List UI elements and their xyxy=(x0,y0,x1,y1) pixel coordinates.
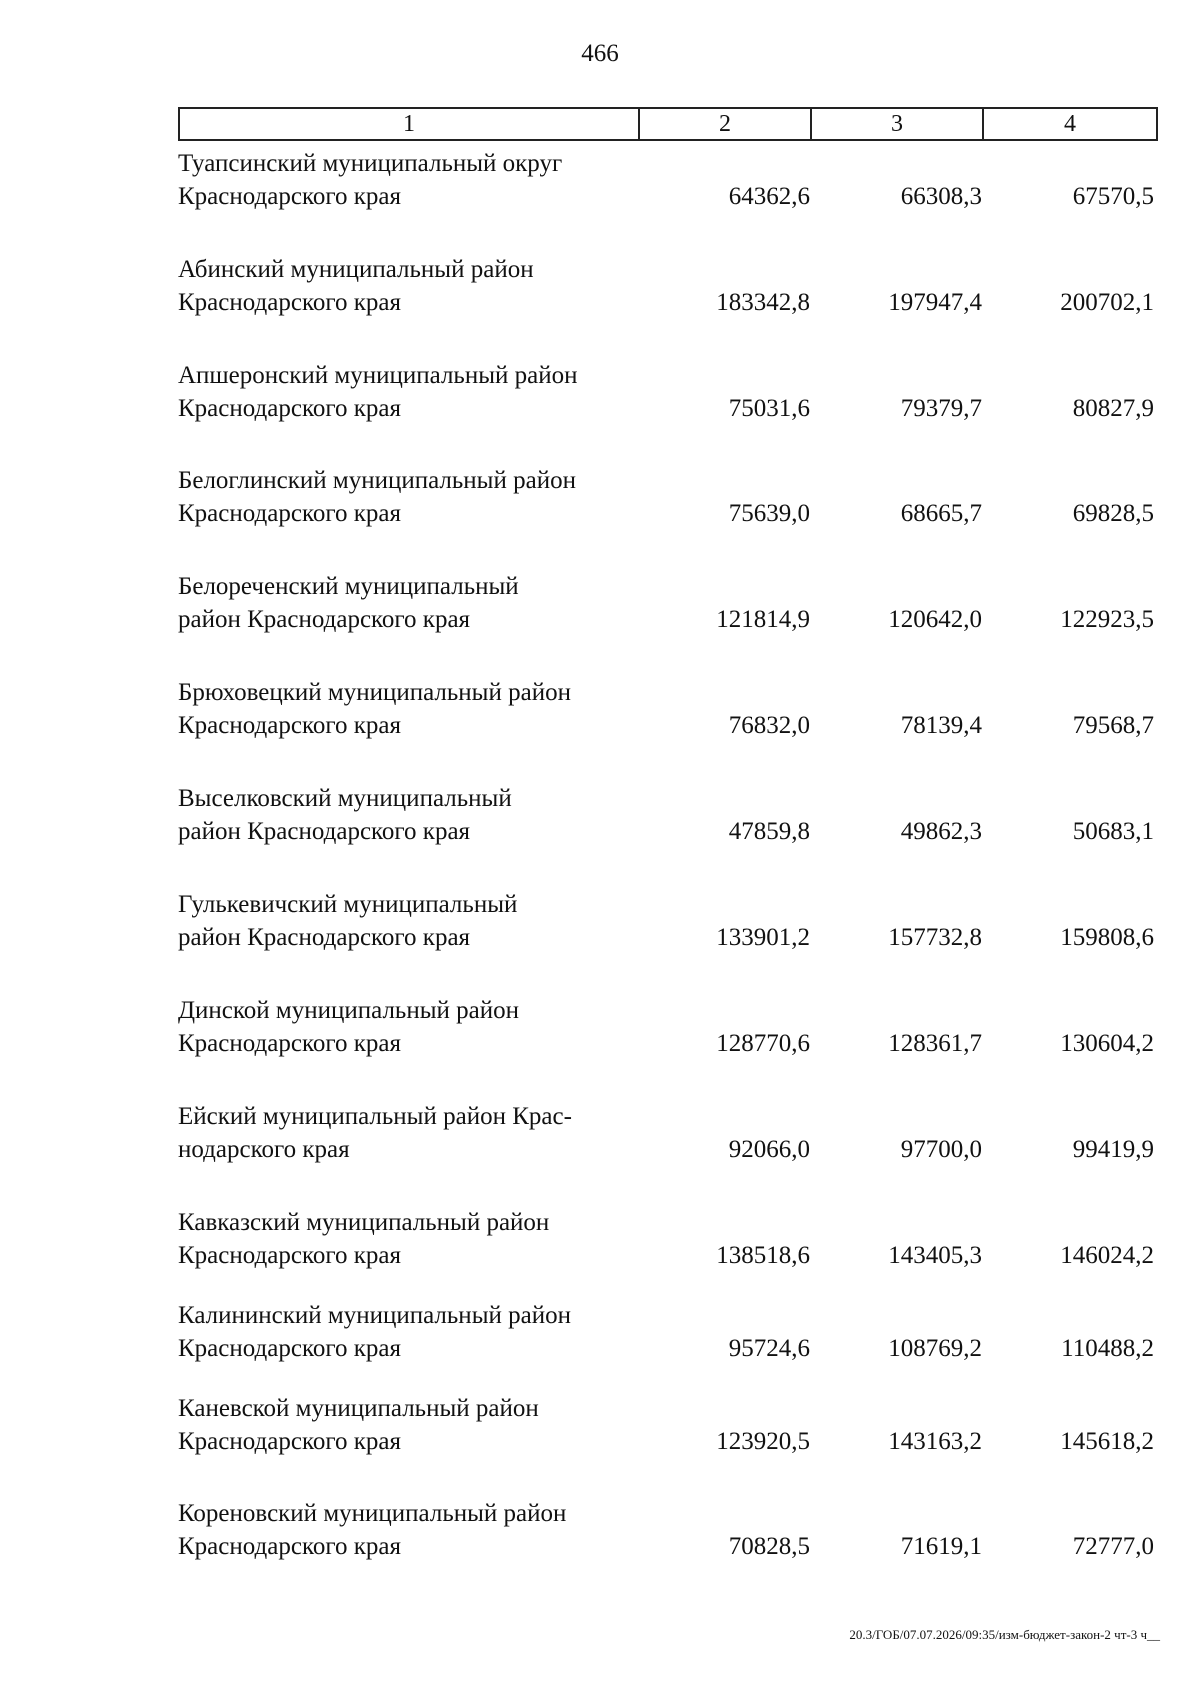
value-col-3: 78139,4 xyxy=(900,712,982,739)
table-row xyxy=(178,994,1156,1060)
value-col-4: 80827,9 xyxy=(1072,395,1154,422)
value-col-2: 75639,0 xyxy=(728,500,810,527)
column-header-2: 2 xyxy=(639,108,811,140)
value-col-2: 70828,5 xyxy=(728,1533,810,1560)
table-row xyxy=(178,464,1156,530)
value-col-2: 47859,8 xyxy=(728,818,810,845)
value-col-4: 69828,5 xyxy=(1072,500,1154,527)
municipality-name: Ейский муниципальный район Крас- нодарского края xyxy=(178,1103,572,1163)
document-footer-code: 20.3/ГОБ/07.07.2026/09:35/изм-бюджет-закон-2 чт-3 ч__ xyxy=(849,1627,1160,1642)
value-col-2: 92066,0 xyxy=(728,1136,810,1163)
municipality-name: Туапсинский муниципальный округ Краснодарского края xyxy=(178,150,563,210)
municipality-name: Гулькевичский муниципальный район Краснодарского края xyxy=(178,891,518,951)
value-col-3: 97700,0 xyxy=(900,1136,982,1163)
table-row xyxy=(178,147,1156,213)
municipality-name: Белореченский муниципальный район Краснодарского края xyxy=(178,573,519,633)
value-col-2: 121814,9 xyxy=(716,606,810,633)
value-col-3: 157732,8 xyxy=(888,924,982,951)
value-col-3: 197947,4 xyxy=(888,289,982,316)
value-col-3: 143163,2 xyxy=(888,1428,982,1455)
value-col-3: 128361,7 xyxy=(888,1030,982,1057)
value-col-3: 79379,7 xyxy=(900,395,982,422)
value-col-4: 145618,2 xyxy=(1060,1428,1154,1455)
value-col-4: 72777,0 xyxy=(1072,1533,1154,1560)
table-row xyxy=(178,570,1156,636)
value-col-2: 128770,6 xyxy=(716,1030,810,1057)
value-col-4: 110488,2 xyxy=(1061,1335,1154,1362)
value-col-2: 183342,8 xyxy=(716,289,810,316)
table-row xyxy=(178,676,1156,742)
value-col-2: 123920,5 xyxy=(716,1428,810,1455)
value-col-2: 138518,6 xyxy=(716,1242,810,1269)
value-col-4: 146024,2 xyxy=(1060,1242,1154,1269)
municipality-name: Динской муниципальный район Краснодарского края xyxy=(178,997,519,1057)
table-row xyxy=(178,253,1156,319)
value-col-3: 66308,3 xyxy=(900,183,982,210)
municipality-name: Калининский муниципальный район Краснодарского края xyxy=(178,1302,571,1362)
municipality-name: Кавказский муниципальный район Краснодарского края xyxy=(178,1209,550,1269)
value-col-3: 143405,3 xyxy=(888,1242,982,1269)
column-header-table xyxy=(178,107,1158,141)
municipality-name: Кореновский муниципальный район Краснодарского края xyxy=(178,1500,567,1560)
value-col-4: 50683,1 xyxy=(1072,818,1154,845)
value-col-3: 120642,0 xyxy=(888,606,982,633)
municipality-name: Апшеронский муниципальный район Краснодарского края xyxy=(178,362,578,422)
table-row xyxy=(178,1206,1156,1272)
municipality-name: Выселковский муниципальный район Краснодарского края xyxy=(178,785,512,845)
column-header-4: 4 xyxy=(983,108,1157,140)
value-col-4: 130604,2 xyxy=(1060,1030,1154,1057)
municipality-name: Каневской муниципальный район Краснодарского края xyxy=(178,1395,539,1455)
municipality-name: Брюховецкий муниципальный район Краснодарского края xyxy=(178,679,571,739)
page-number: 466 xyxy=(581,40,619,67)
table-row xyxy=(178,1100,1156,1166)
value-col-2: 64362,6 xyxy=(728,183,810,210)
value-col-2: 95724,6 xyxy=(728,1335,810,1362)
value-col-4: 79568,7 xyxy=(1072,712,1154,739)
column-header-3: 3 xyxy=(811,108,983,140)
value-col-4: 122923,5 xyxy=(1060,606,1154,633)
value-col-2: 133901,2 xyxy=(716,924,810,951)
value-col-4: 99419,9 xyxy=(1072,1136,1154,1163)
table-row xyxy=(178,359,1156,425)
table-row xyxy=(178,782,1156,848)
table-row xyxy=(178,1299,1156,1365)
table-row xyxy=(178,1497,1156,1563)
value-col-2: 75031,6 xyxy=(728,395,810,422)
value-col-4: 200702,1 xyxy=(1060,289,1154,316)
column-header-1: 1 xyxy=(179,108,639,140)
municipality-name: Белоглинский муниципальный район Краснодарского края xyxy=(178,467,576,527)
table-row xyxy=(178,1392,1156,1458)
value-col-4: 159808,6 xyxy=(1060,924,1154,951)
value-col-3: 49862,3 xyxy=(900,818,982,845)
value-col-3: 68665,7 xyxy=(900,500,982,527)
municipality-name: Абинский муниципальный район Краснодарского края xyxy=(178,256,534,316)
value-col-3: 108769,2 xyxy=(888,1335,982,1362)
value-col-3: 71619,1 xyxy=(900,1533,982,1560)
value-col-2: 76832,0 xyxy=(728,712,810,739)
table-row xyxy=(178,888,1156,954)
value-col-4: 67570,5 xyxy=(1072,183,1154,210)
